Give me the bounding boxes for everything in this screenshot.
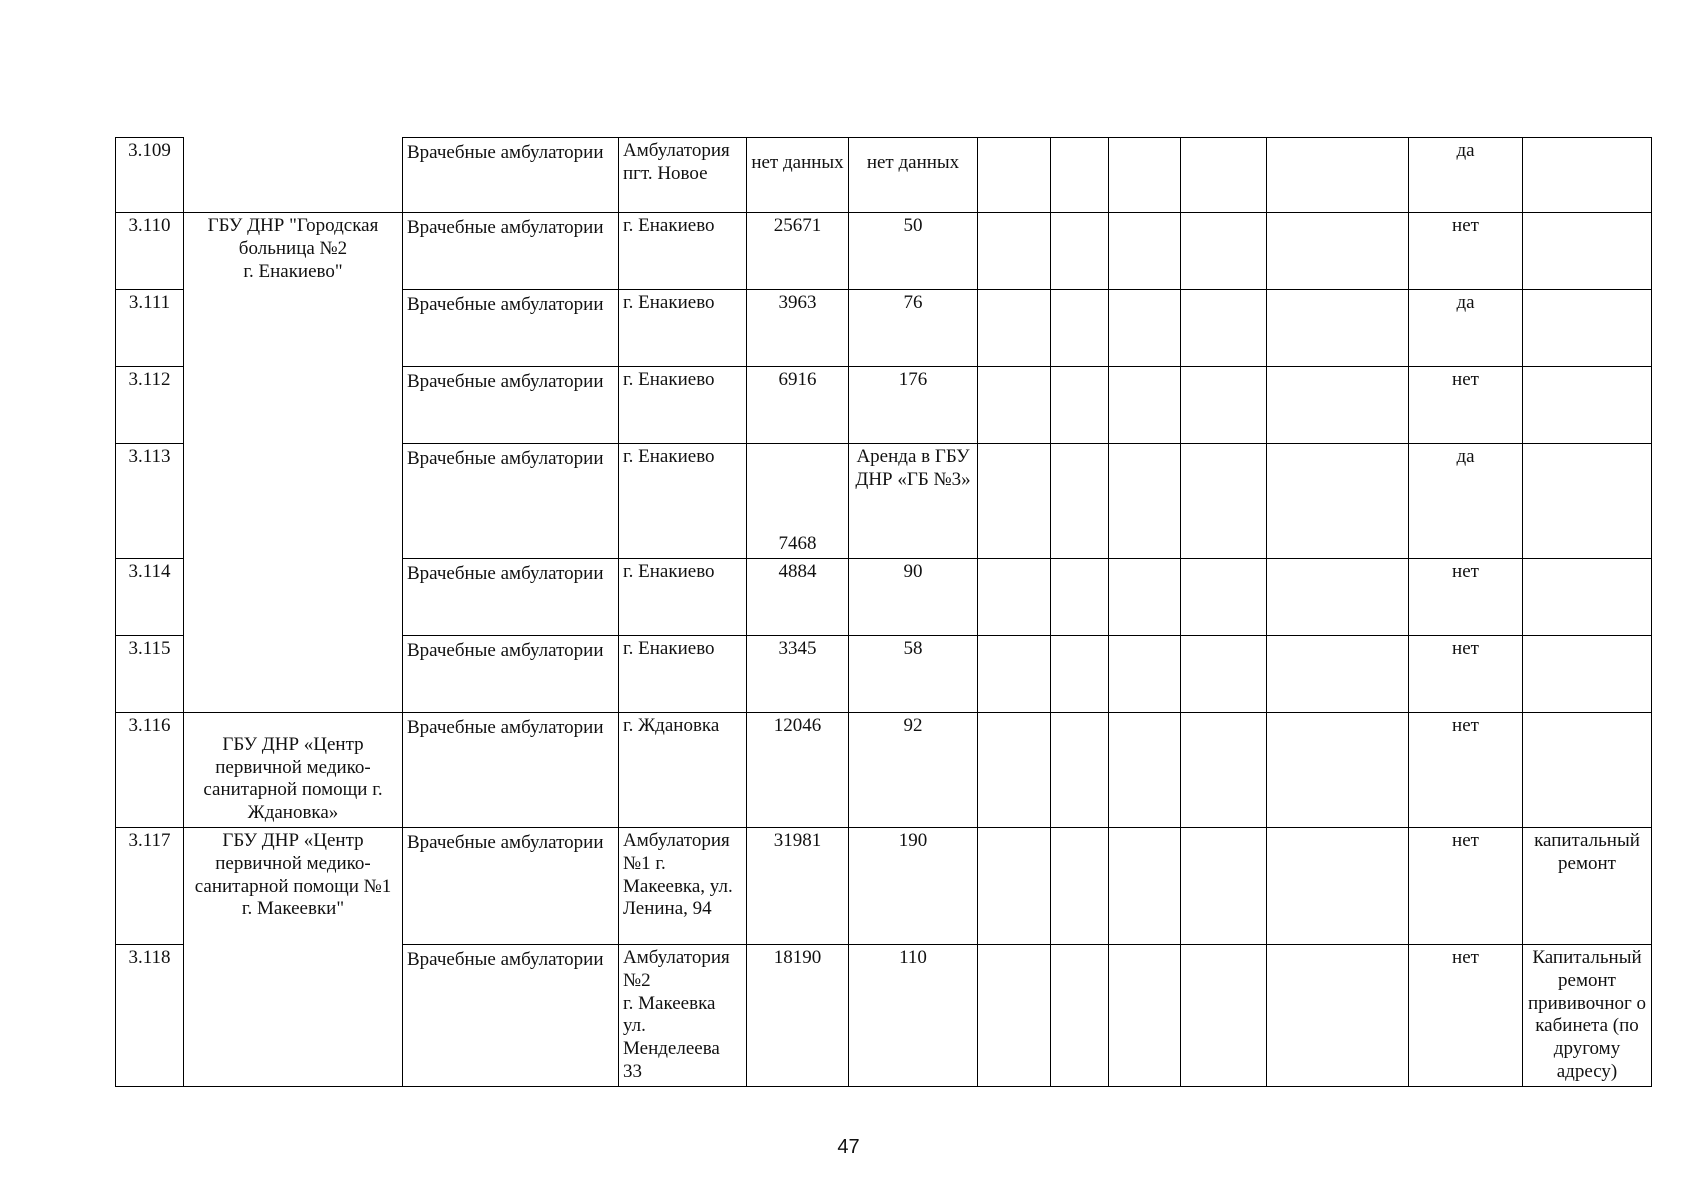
value-1: 12046 (747, 713, 849, 828)
empty-cell (978, 367, 1051, 444)
organization-cell: ГБУ ДНР «Центр первичной медико-санитарной помощи г. Ждановка» (184, 713, 403, 828)
facility-type: Врачебные амбулатории (403, 290, 619, 367)
empty-cell (1181, 559, 1267, 636)
note-cell (1523, 444, 1652, 559)
empty-cell (1181, 213, 1267, 290)
empty-cell (1181, 713, 1267, 828)
facilities-table (115, 137, 1652, 1087)
note-cell (1523, 713, 1652, 828)
facility-type: Врачебные амбулатории (403, 367, 619, 444)
facility-type: Врачебные амбулатории (403, 138, 619, 213)
value-2: 58 (849, 636, 978, 713)
empty-cell (1181, 367, 1267, 444)
organization-cell: ГБУ ДНР «Центр первичной медико-санитарной помощи №1 г. Макеевки" (184, 828, 403, 1087)
empty-cell (1267, 444, 1409, 559)
value-2: 50 (849, 213, 978, 290)
empty-cell (1267, 559, 1409, 636)
table-row (116, 138, 1652, 213)
flag-cell: нет (1409, 636, 1523, 713)
empty-cell (1267, 367, 1409, 444)
row-number: 3.111 (116, 290, 184, 367)
empty-cell (978, 213, 1051, 290)
value-2: 76 (849, 290, 978, 367)
empty-cell (1051, 945, 1109, 1087)
row-number: 3.115 (116, 636, 184, 713)
facility-location: г. Енакиево (619, 367, 747, 444)
table-row (116, 713, 1652, 828)
value-1: 3963 (747, 290, 849, 367)
facility-type: Врачебные амбулатории (403, 636, 619, 713)
empty-cell (978, 559, 1051, 636)
row-number: 3.113 (116, 444, 184, 559)
facility-location: г. Енакиево (619, 213, 747, 290)
empty-cell (1109, 290, 1181, 367)
facility-location: Амбулатория №2 г. Макеевка ул. Менделеева 33 (619, 945, 747, 1087)
organization-cell: ГБУ ДНР "Городская больница №2 г. Енакиево" (184, 213, 403, 713)
empty-cell (1181, 444, 1267, 559)
facility-location: г. Енакиево (619, 444, 747, 559)
note-cell (1523, 138, 1652, 213)
empty-cell (1109, 138, 1181, 213)
value-1: 4884 (747, 559, 849, 636)
empty-cell (1051, 290, 1109, 367)
value-1: 7468 (747, 444, 849, 559)
value-2: 176 (849, 367, 978, 444)
value-1: 25671 (747, 213, 849, 290)
note-cell (1523, 367, 1652, 444)
empty-cell (1109, 213, 1181, 290)
note-cell (1523, 213, 1652, 290)
empty-cell (1267, 138, 1409, 213)
empty-cell (1051, 213, 1109, 290)
empty-cell (978, 138, 1051, 213)
value-2: нет данных (849, 138, 978, 213)
flag-cell: нет (1409, 713, 1523, 828)
flag-cell: нет (1409, 213, 1523, 290)
empty-cell (1181, 945, 1267, 1087)
flag-cell: нет (1409, 828, 1523, 945)
value-2: Аренда в ГБУ ДНР «ГБ №3» (849, 444, 978, 559)
empty-cell (978, 444, 1051, 559)
empty-cell (1109, 444, 1181, 559)
empty-cell (1051, 444, 1109, 559)
row-number: 3.117 (116, 828, 184, 945)
flag-cell: да (1409, 138, 1523, 213)
flag-cell: нет (1409, 367, 1523, 444)
value-2: 190 (849, 828, 978, 945)
organization-cell-empty (184, 138, 403, 213)
facility-type: Врачебные амбулатории (403, 559, 619, 636)
facility-location: г. Енакиево (619, 636, 747, 713)
note-cell: капитальный ремонт (1523, 828, 1652, 945)
facility-type: Врачебные амбулатории (403, 444, 619, 559)
value-1: нет данных (747, 138, 849, 213)
empty-cell (978, 713, 1051, 828)
flag-cell: нет (1409, 945, 1523, 1087)
empty-cell (1109, 945, 1181, 1087)
note-cell (1523, 636, 1652, 713)
facility-location: Амбулатория №1 г. Макеевка, ул. Ленина, 94 (619, 828, 747, 945)
facility-type: Врачебные амбулатории (403, 213, 619, 290)
empty-cell (1109, 828, 1181, 945)
note-cell (1523, 559, 1652, 636)
note-cell: Капитальный ремонт прививочног о кабинета (по другому адресу) (1523, 945, 1652, 1087)
facility-location: г. Енакиево (619, 559, 747, 636)
flag-cell: да (1409, 290, 1523, 367)
value-1: 3345 (747, 636, 849, 713)
facility-type: Врачебные амбулатории (403, 945, 619, 1087)
empty-cell (1181, 290, 1267, 367)
empty-cell (1267, 828, 1409, 945)
row-number: 3.110 (116, 213, 184, 290)
empty-cell (1267, 213, 1409, 290)
table-row (116, 213, 1652, 290)
facility-location: г. Енакиево (619, 290, 747, 367)
value-2: 92 (849, 713, 978, 828)
empty-cell (978, 828, 1051, 945)
empty-cell (978, 290, 1051, 367)
empty-cell (1267, 945, 1409, 1087)
note-cell (1523, 290, 1652, 367)
empty-cell (1109, 559, 1181, 636)
empty-cell (1109, 713, 1181, 828)
facility-location: г. Ждановка (619, 713, 747, 828)
row-number: 3.114 (116, 559, 184, 636)
row-number: 3.118 (116, 945, 184, 1087)
empty-cell (1181, 636, 1267, 713)
value-1: 31981 (747, 828, 849, 945)
value-2: 90 (849, 559, 978, 636)
empty-cell (978, 636, 1051, 713)
empty-cell (1051, 713, 1109, 828)
row-number: 3.109 (116, 138, 184, 213)
flag-cell: да (1409, 444, 1523, 559)
value-2: 110 (849, 945, 978, 1087)
facility-type: Врачебные амбулатории (403, 713, 619, 828)
row-number: 3.112 (116, 367, 184, 444)
empty-cell (1109, 367, 1181, 444)
empty-cell (978, 945, 1051, 1087)
empty-cell (1051, 636, 1109, 713)
empty-cell (1267, 290, 1409, 367)
empty-cell (1051, 559, 1109, 636)
facility-location: Амбулатория пгт. Новое (619, 138, 747, 213)
value-1: 18190 (747, 945, 849, 1087)
empty-cell (1109, 636, 1181, 713)
empty-cell (1051, 367, 1109, 444)
empty-cell (1051, 828, 1109, 945)
page-number: 47 (837, 1136, 860, 1158)
empty-cell (1181, 138, 1267, 213)
row-number: 3.116 (116, 713, 184, 828)
table-row (116, 828, 1652, 945)
facility-type: Врачебные амбулатории (403, 828, 619, 945)
empty-cell (1267, 636, 1409, 713)
empty-cell (1051, 138, 1109, 213)
value-1: 6916 (747, 367, 849, 444)
empty-cell (1267, 713, 1409, 828)
flag-cell: нет (1409, 559, 1523, 636)
empty-cell (1181, 828, 1267, 945)
